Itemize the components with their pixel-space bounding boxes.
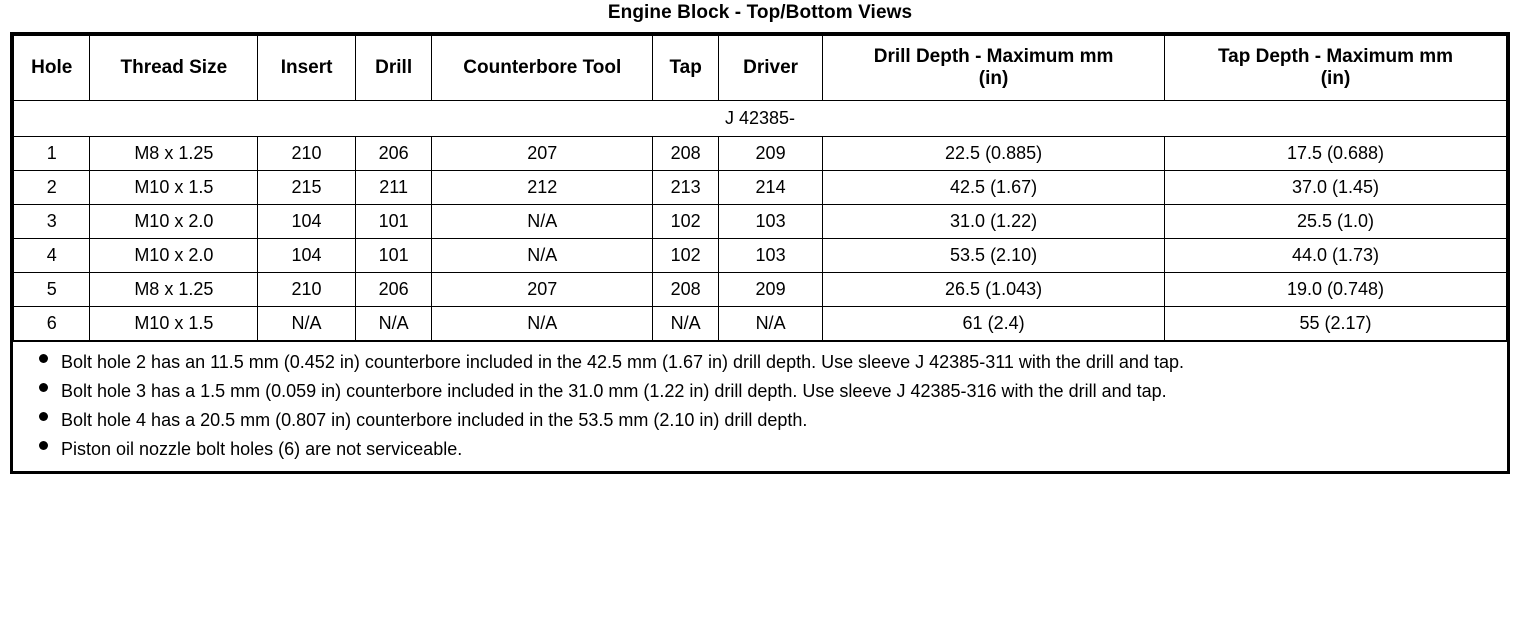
cell-tap: 208 (653, 136, 719, 170)
bullet-icon (39, 441, 48, 450)
cell-drill: 101 (355, 204, 431, 238)
cell-insert: 104 (258, 238, 356, 272)
cell-driver: 103 (719, 238, 823, 272)
cell-tap-depth: 25.5 (1.0) (1165, 204, 1507, 238)
cell-drill-depth: 42.5 (1.67) (823, 170, 1165, 204)
table-header (14, 36, 1507, 101)
cell-drill-depth: 61 (2.4) (823, 306, 1165, 340)
cell-insert: 210 (258, 272, 356, 306)
cell-tap-depth: 17.5 (0.688) (1165, 136, 1507, 170)
cell-tap: 102 (653, 238, 719, 272)
cell-counterbore-tool: 207 (432, 136, 653, 170)
cell-tap: 213 (653, 170, 719, 204)
cell-counterbore-tool: 212 (432, 170, 653, 204)
cell-tap-depth: 55 (2.17) (1165, 306, 1507, 340)
list-item (35, 409, 1493, 432)
cell-drill-depth: 53.5 (2.10) (823, 238, 1165, 272)
cell-thread-size: M10 x 1.5 (90, 170, 258, 204)
cell-hole: 2 (14, 170, 90, 204)
note-text: Bolt hole 4 has a 20.5 mm (0.807 in) counterbore included in the 53.5 mm (2.10 in) drill depth. (61, 409, 808, 430)
cell-tap-depth: 19.0 (0.748) (1165, 272, 1507, 306)
table-row (14, 272, 1507, 306)
cell-driver: 209 (719, 272, 823, 306)
spec-table (13, 35, 1507, 341)
cell-driver: 103 (719, 204, 823, 238)
column-header-drill-depth-line1: Drill Depth - Maximum mm (873, 46, 1114, 67)
notes-list (13, 351, 1507, 461)
column-header-thread-size: Thread Size (90, 36, 258, 101)
bullet-icon (39, 412, 48, 421)
cell-thread-size: M10 x 2.0 (90, 238, 258, 272)
cell-drill-depth: 31.0 (1.22) (823, 204, 1165, 238)
table-row (14, 306, 1507, 340)
cell-hole: 5 (14, 272, 90, 306)
column-header-tap-depth-line2: (in) (1320, 67, 1351, 89)
table-group-row (14, 100, 1507, 136)
cell-hole: 4 (14, 238, 90, 272)
cell-hole: 3 (14, 204, 90, 238)
cell-tap: 102 (653, 204, 719, 238)
group-label: J 42385- (14, 100, 1507, 136)
cell-hole: 6 (14, 306, 90, 340)
bullet-icon (39, 383, 48, 392)
list-item (35, 380, 1493, 403)
table-header-row (14, 36, 1507, 101)
note-text: Bolt hole 2 has an 11.5 mm (0.452 in) counterbore included in the 42.5 mm (1.67 in) drill depth. Use sleeve J 42385-311 with the drill and tap. (61, 351, 1184, 372)
cell-thread-size: M10 x 2.0 (90, 204, 258, 238)
notes-section (13, 341, 1507, 471)
column-header-drill-depth-line2: (in) (978, 67, 1009, 89)
cell-tap-depth: 44.0 (1.73) (1165, 238, 1507, 272)
cell-drill: N/A (355, 306, 431, 340)
cell-thread-size: M8 x 1.25 (90, 136, 258, 170)
spec-table-container (10, 32, 1510, 474)
cell-driver: N/A (719, 306, 823, 340)
column-header-hole: Hole (14, 36, 90, 101)
list-item (35, 351, 1493, 374)
cell-counterbore-tool: N/A (432, 238, 653, 272)
table-row (14, 204, 1507, 238)
cell-thread-size: M10 x 1.5 (90, 306, 258, 340)
cell-thread-size: M8 x 1.25 (90, 272, 258, 306)
cell-insert: N/A (258, 306, 356, 340)
column-header-counterbore-tool: Counterbore Tool (432, 36, 653, 101)
cell-counterbore-tool: N/A (432, 204, 653, 238)
cell-tap: N/A (653, 306, 719, 340)
cell-drill: 211 (355, 170, 431, 204)
cell-tap-depth: 37.0 (1.45) (1165, 170, 1507, 204)
column-header-tap-depth-line1: Tap Depth - Maximum mm (1217, 46, 1454, 67)
cell-counterbore-tool: 207 (432, 272, 653, 306)
cell-driver: 214 (719, 170, 823, 204)
page-title: Engine Block - Top/Bottom Views (607, 2, 913, 23)
table-row (14, 238, 1507, 272)
note-text: Bolt hole 3 has a 1.5 mm (0.059 in) counterbore included in the 31.0 mm (1.22 in) drill depth. Use sleeve J 42385-316 with the drill and tap. (61, 380, 1167, 401)
column-header-insert: Insert (258, 36, 356, 101)
note-text: Piston oil nozzle bolt holes (6) are not serviceable. (61, 438, 463, 459)
cell-drill: 206 (355, 272, 431, 306)
cell-counterbore-tool: N/A (432, 306, 653, 340)
cell-insert: 215 (258, 170, 356, 204)
cell-drill: 206 (355, 136, 431, 170)
table-row (14, 170, 1507, 204)
cell-tap: 208 (653, 272, 719, 306)
bullet-icon (39, 354, 48, 363)
column-header-tap: Tap (653, 36, 719, 101)
column-header-driver: Driver (719, 36, 823, 101)
cell-insert: 104 (258, 204, 356, 238)
cell-hole: 1 (14, 136, 90, 170)
column-header-drill: Drill (355, 36, 431, 101)
cell-drill: 101 (355, 238, 431, 272)
cell-drill-depth: 26.5 (1.043) (823, 272, 1165, 306)
table-body (14, 100, 1507, 340)
cell-insert: 210 (258, 136, 356, 170)
table-row (14, 136, 1507, 170)
column-header-drill-depth (823, 36, 1165, 101)
cell-driver: 209 (719, 136, 823, 170)
cell-drill-depth: 22.5 (0.885) (823, 136, 1165, 170)
list-item (35, 438, 1493, 461)
column-header-tap-depth (1165, 36, 1507, 101)
